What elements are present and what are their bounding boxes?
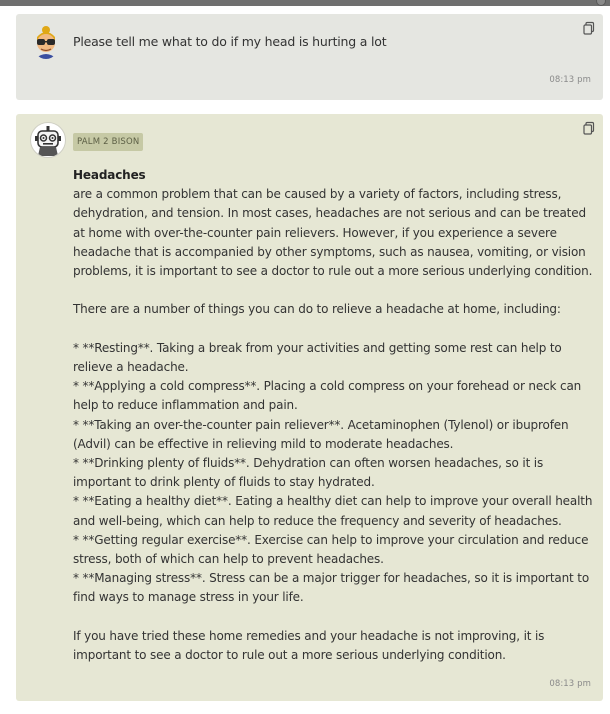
- response-heading: Headaches: [73, 168, 146, 182]
- assistant-message-body: [73, 166, 593, 665]
- response-intro: are a common problem that can be caused by a variety of factors, including stress, dehydration, and tension. In most cases, headaches are not serious and can be treated at home with over-the-counter pain relievers. However, if you experience a severe headache that is accompanied by other symptoms, such as nausea, vomiting, or vision problems, it is important to see a doctor to rule out a more serious underlying condition.: [73, 187, 593, 279]
- window-top-bar: [0, 0, 610, 6]
- window-control[interactable]: [596, 0, 606, 6]
- copy-icon[interactable]: [582, 120, 596, 134]
- response-closing: If you have tried these home remedies and your headache is not improving, it is important to see a doctor to rule out a more serious underlying condition.: [73, 628, 545, 663]
- assistant-message-card: [16, 114, 603, 701]
- list-item: * **Getting regular exercise**. Exercise can help to improve your circulation and reduce stress, both of which can help to prevent headaches.: [73, 532, 589, 567]
- robot-avatar: [30, 122, 66, 158]
- model-badge: PALM 2 BISON: [73, 133, 143, 151]
- user-message-card: [16, 14, 603, 100]
- list-item: * **Resting**. Taking a break from your activities and getting some rest can help to relieve a headache.: [73, 340, 562, 374]
- list-item: * **Drinking plenty of fluids**. Dehydration can often worsen headaches, so it is important to drink plenty of fluids to stay hydrated.: [73, 456, 544, 490]
- response-lead: There are a number of things you can do to relieve a headache at home, including:: [73, 302, 561, 317]
- user-avatar: [32, 25, 60, 59]
- message-timestamp: 08:13 pm: [549, 75, 591, 85]
- list-item: * **Applying a cold compress**. Placing a cold compress on your forehead or neck can help to reduce inflammation and pain.: [73, 379, 582, 413]
- list-item: * **Taking an over-the-counter pain reliever**. Acetaminophen (Tylenol) or ibuprofen (Advil) can be effective in relieving mild to moderate headaches.: [73, 417, 569, 451]
- message-timestamp: 08:13 pm: [549, 679, 591, 689]
- list-item: * **Eating a healthy diet**. Eating a healthy diet can help to improve your overall health and well-being, which can help to reduce the frequency and severity of headaches.: [73, 494, 593, 528]
- list-item: * **Managing stress**. Stress can be a major trigger for headaches, so it is important to find ways to manage stress in your life.: [73, 571, 590, 605]
- user-message-text: Please tell me what to do if my head is hurting a lot: [73, 34, 387, 49]
- copy-icon[interactable]: [582, 20, 596, 34]
